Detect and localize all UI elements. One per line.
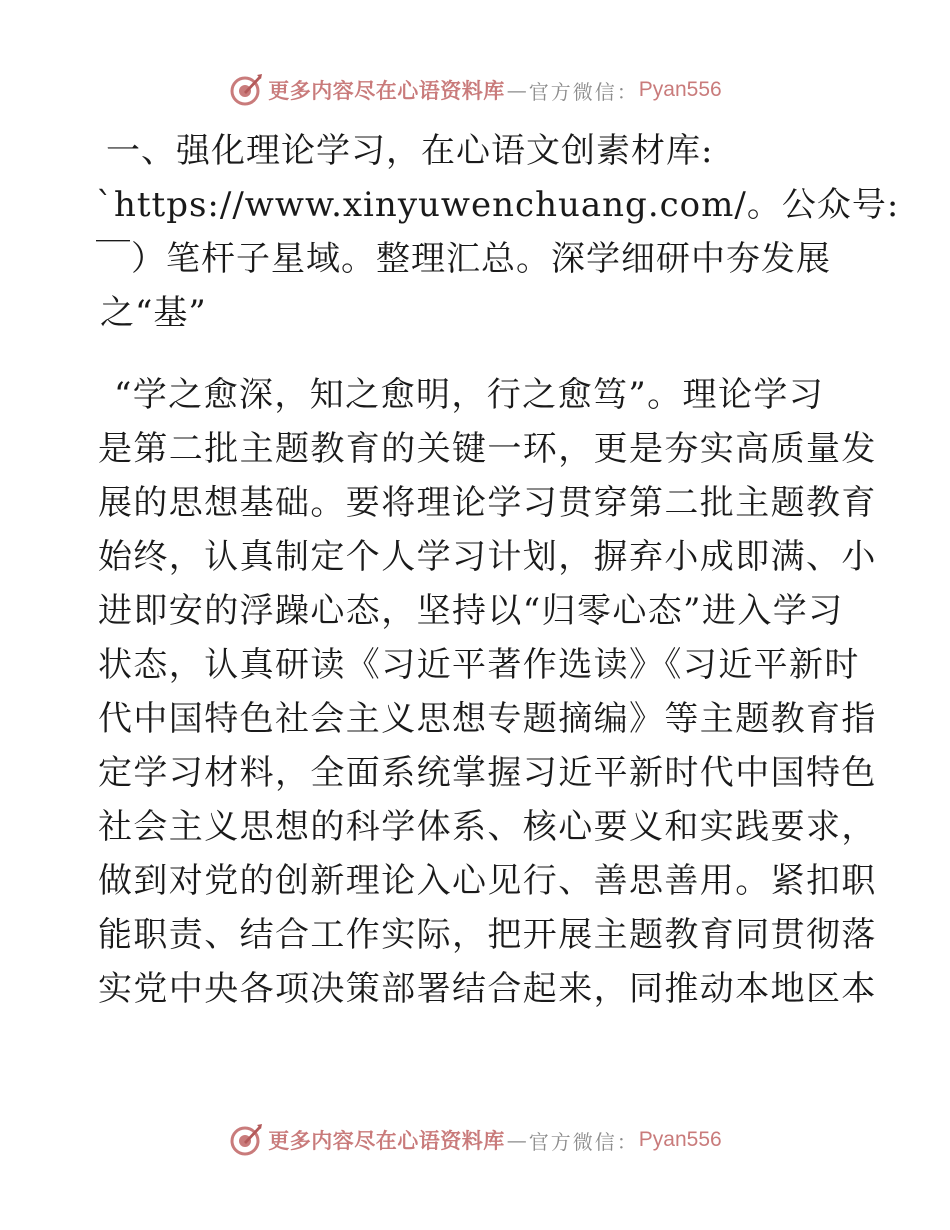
section-heading [96,124,900,340]
paragraph-line: 做到对党的创新理论入心见行、善思善用。紧扣职 [98,861,877,901]
footer-watermark-banner [0,1120,950,1160]
paragraph-line: 展的思想基础。要将理论学习贯穿第二批主题教育 [98,483,877,523]
paragraph-line: 进即安的浮躁心态，坚持以“归零心态”进入学习 [98,591,844,631]
banner-lead-text: 更多内容尽在心语资料库 [268,78,505,103]
body-paragraph [98,368,877,1016]
paragraph-line: 是第二批主题教育的关键一环，更是夯实高质量发 [98,429,877,469]
banner-official-label: 官方微信： [528,1129,639,1154]
banner-wechat-id: Pyan556 [638,78,722,101]
banner-dash: — [506,1128,527,1152]
paragraph-line: “学之愈深，知之愈明，行之愈笃”。理论学习 [114,375,825,415]
paragraph-line: 社会主义思想的科学体系、核心要义和实践要求， [98,807,877,847]
paragraph-line: 代中国特色社会主义思想专题摘编》等主题教育指 [98,699,877,739]
paragraph-line: 能职责、结合工作实际，把开展主题教育同贯彻落 [98,915,877,955]
banner-dash: — [506,78,527,102]
banner-lead-text: 更多内容尽在心语资料库 [268,1128,505,1153]
banner-official-label: 官方微信： [528,79,639,104]
heading-line: `https://www.xinyuwenchuang.com/。公众号: [96,185,900,225]
quill-pen-logo-icon [228,1122,264,1158]
paragraph-line: 始终，认真制定个人学习计划，摒弃小成即满、小 [98,537,877,577]
header-watermark-banner [0,70,950,110]
heading-line: ￣）笔杆子星域。整理汇总。深学细研中夯发展 [96,239,831,279]
heading-line: 一、强化理论学习，在心语文创素材库: [106,131,714,171]
paragraph-line: 状态，认真研读《习近平著作选读》《习近平新时 [98,645,860,685]
paragraph-line: 定学习材料，全面系统掌握习近平新时代中国特色 [98,753,877,793]
quill-pen-logo-icon [228,72,264,108]
heading-line: 之“基” [100,293,207,333]
banner-wechat-id: Pyan556 [638,1128,722,1151]
paragraph-line: 实党中央各项决策部署结合起来，同推动本地区本 [98,969,877,1009]
